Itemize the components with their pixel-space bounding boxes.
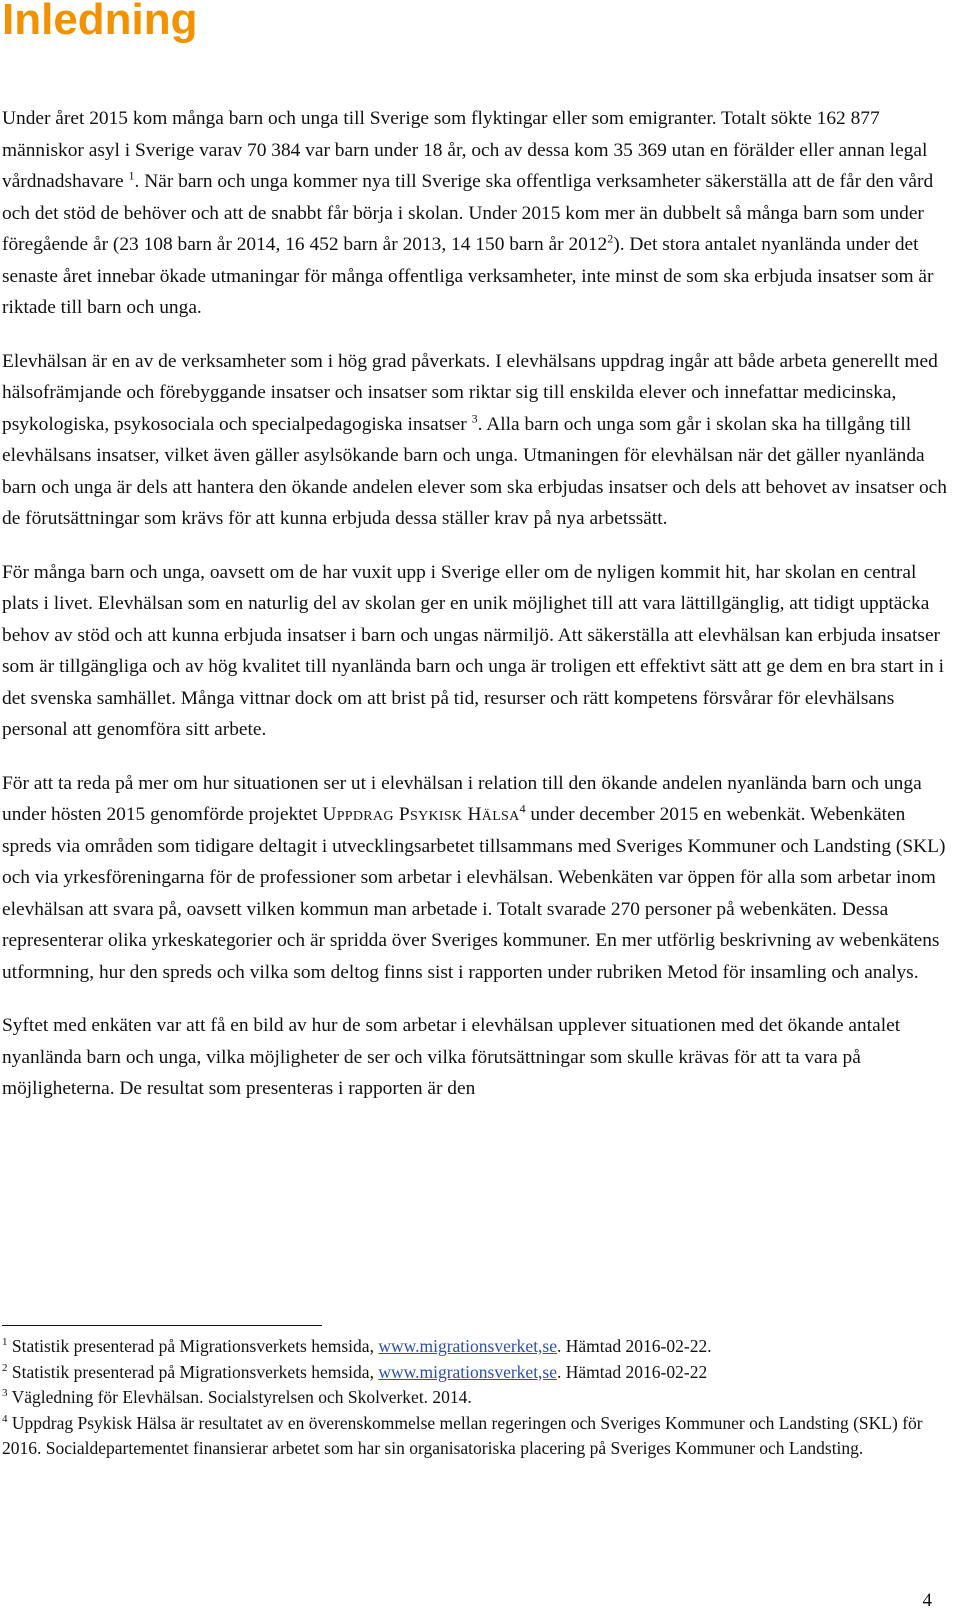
footnote-ref: 4: [519, 801, 526, 816]
footnote-4: [2, 1411, 957, 1462]
footnote-text: Statistik presenterad på Migrationsverkets hemsida,: [11, 1336, 379, 1356]
footnote-number: 3: [2, 1387, 8, 1400]
paragraph-3: För många barn och unga, oavsett om de har vuxit upp i Sverige eller om de nyligen kommit hit, har skolan en central plats i livet. Elevhälsan som en naturlig del av skolan ger en unik möjlighet till att vara lättillgänglig, att tidigt upptäcka behov av stöd och att kunna erbjuda insatser i barn och ungas närmiljö. Att säkerställa att elevhälsan kan erbjuda insatser som är tillgängliga och av hög kvalitet till nyanlända barn och unga är troligen ett effektivt sätt att ge dem en bra start in i det svenska samhället. Många vittnar dock om att brist på tid, resurser och rätt kompetens försvårar för elevhälsans personal att genomföra sitt arbete.: [2, 561, 944, 740]
footnote-text: Vägledning för Elevhälsan. Socialstyrelsen och Skolverket. 2014.: [11, 1387, 472, 1407]
footnote-text: Statistik presenterad på Migrationsverkets hemsida,: [11, 1361, 379, 1382]
footnotes: [2, 1334, 957, 1462]
paragraph-2: [2, 346, 957, 535]
paragraph-4: [2, 768, 957, 989]
footnote-divider: [2, 1325, 322, 1326]
footnote-1: [2, 1334, 957, 1360]
footnote-text: Uppdrag Psykisk Hälsa är resultatet av en överenskommelse mellan regeringen och Sveriges Kommuner och Landsting (SKL) för 2016. Socialdepartementet finansierar arbetet som har sin organisatoriska placering på Sveriges Kommuner och Landsting.: [2, 1412, 923, 1458]
paragraph-1: [2, 103, 957, 324]
paragraph-text: Under året 2015 kom många barn och unga till Sverige som flyktingar eller som emigranter. Totalt sökte 162 877 människor asyl i Sverige varav 70 384 var barn under 18 år, och av dessa kom 35 369 utan en förälder eller annan legal vårdnadshavare: [2, 108, 928, 192]
paragraph-text: ). Det stora antalet nyanlända under det senaste året innebar ökade utmaningar för många offentliga verksamheter, inte minst de som ska erbjuda insatser som är riktade till barn och unga.: [2, 234, 934, 318]
migrationsverket-link[interactable]: www.migrationsverket,se: [378, 1336, 558, 1356]
footnote-number: 2: [2, 1361, 8, 1374]
paragraph-text: . Alla barn och unga som går i skolan ska ha tillgång till elevhälsans insatser, vilket även gäller asylsökande barn och unga. Utmaningen för elevhälsan när det gäller nyanlända barn och unga är dels att hantera den ökande andelen elever som ska erbjudas insatser och dels att behovet av insatser och de förutsättningar som krävs för att kunna erbjuda dessa ställer krav på nya arbetssätt.: [2, 413, 947, 529]
paragraph-text: . När barn och unga kommer nya till Sverige ska offentliga verksamheter säkerställa att de får den vård och det stöd de behöver och att de snabbt får börja i skolan. Under 2015 kom mer än dubbelt så många barn som under föregående år (23 108 barn år 2014, 16 452 barn år 2013, 14 150 barn år 2012: [2, 171, 934, 255]
footnote-text: . Hämtad 2016-02-22: [557, 1361, 708, 1382]
migrationsverket-link[interactable]: www.migrationsverket,se: [378, 1361, 558, 1382]
paragraph-5: Syftet med enkäten var att få en bild av hur de som arbetar i elevhälsan upplever situationen med det ökande antalet nyanlända barn och unga, vilka möjligheter de ser och vilka förutsättningar som skulle krävas för att ta vara på möjligheterna. De resultat som presenteras i rapporten är den: [2, 1015, 901, 1099]
footnote-number: 1: [2, 1336, 8, 1349]
paragraph-text: under december 2015 en webenkät. Webenkäten spreds via områden som tidigare deltagit i utvecklingsarbetet tillsammans med Sveriges Kommuner och Landsting (SKL) och via yrkesföreningarna för de professioner som arbetar i elevhälsan. Webenkäten var öppen för alla som arbetar inom elevhälsan att svara på, oavsett vilken kommun man arbetade i. Totalt svarade 270 personer på webenkäten. Dessa representerar olika yrkeskategorier och är spridda över Sveriges kommuner. En mer utförlig beskrivning av webenkätens utformning, hur den spreds och vilka som deltog finns sist i rapporten under rubriken Metod för insamling och analys.: [2, 804, 946, 983]
footnote-text: . Hämtad 2016-02-22.: [557, 1336, 712, 1356]
paragraph-text: För att ta reda på mer om hur situationen ser ut i elevhälsan i relation till den ökande andelen nyanlända barn och unga under hösten 2015 genomförde projektet: [2, 772, 922, 825]
footnote-2: [2, 1360, 957, 1386]
footnote-3: [2, 1385, 957, 1411]
page-number: 4: [922, 1590, 932, 1611]
page-title: Inledning: [2, 0, 198, 44]
footnote-ref: 1: [128, 168, 135, 183]
project-name: Uppdrag Psykisk Hälsa: [322, 804, 520, 825]
footnote-ref: 3: [471, 411, 478, 426]
paragraph-text: Elevhälsan är en av de verksamheter som i hög grad påverkats. I elevhälsans uppdrag ingår att både arbeta generellt med hälsofrämjande och förebyggande insatser och insatser som riktar sig till enskilda elever och innefattar medicinska, psykologiska, psykosociala och specialpedagogiska insatser: [2, 350, 938, 435]
body-text: [2, 103, 957, 1127]
footnote-ref: 2: [607, 231, 614, 246]
footnote-number: 4: [2, 1412, 8, 1425]
